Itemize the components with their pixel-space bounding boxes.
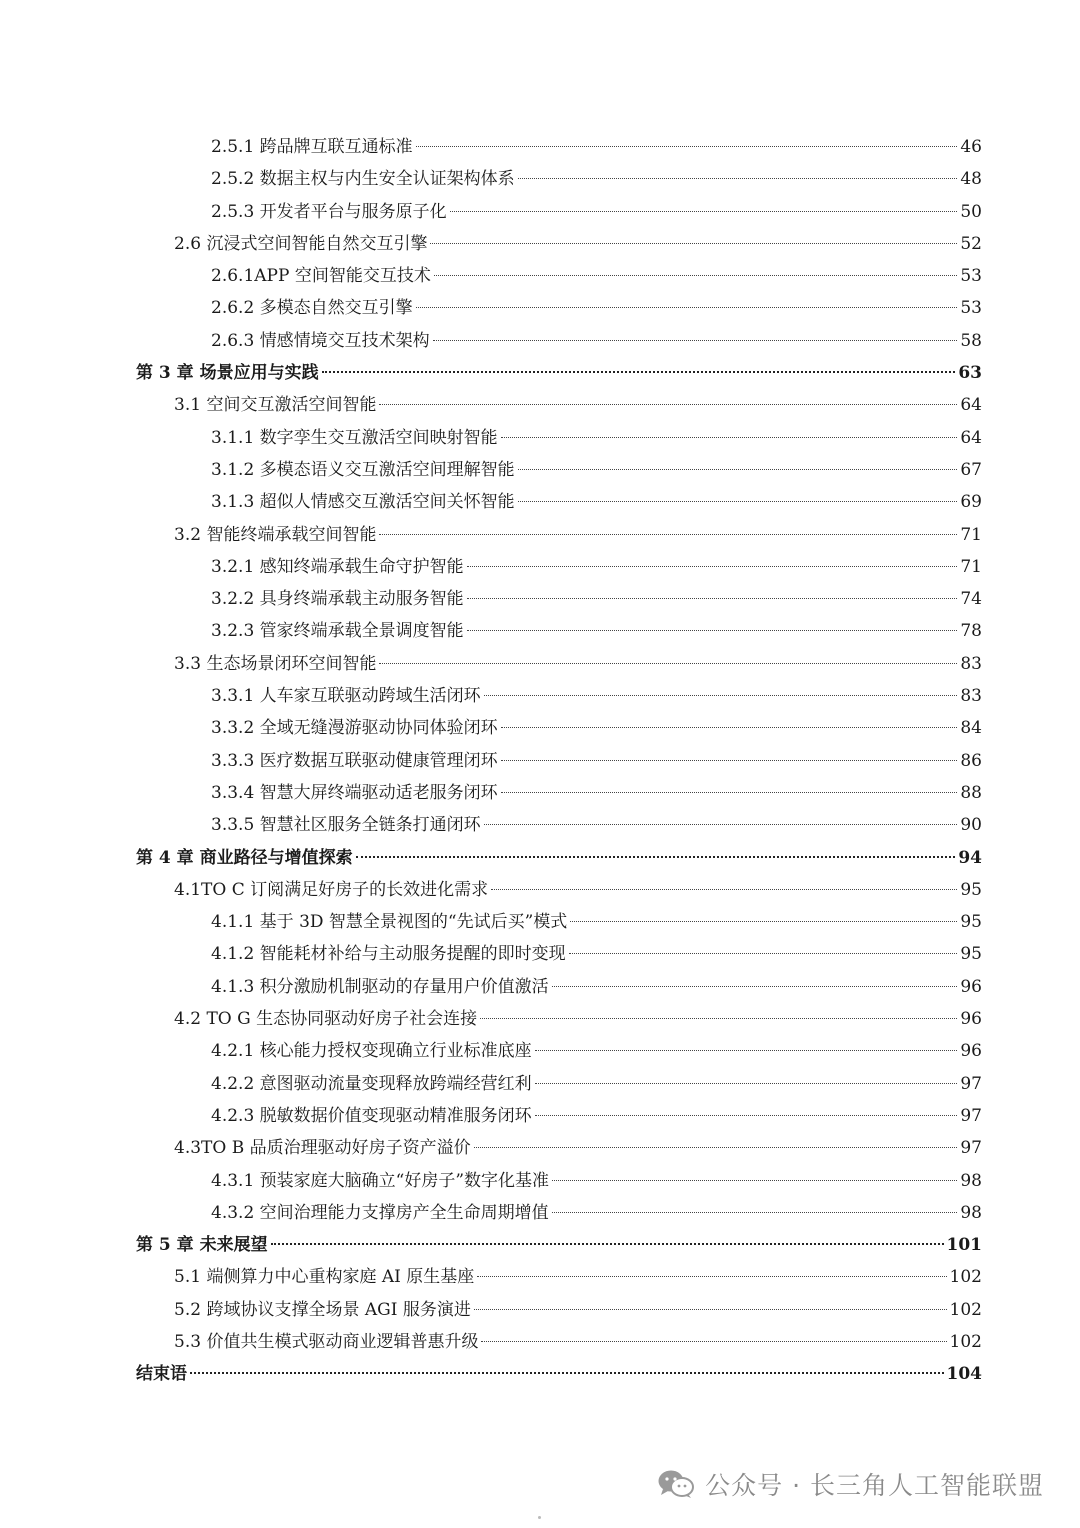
watermark-text: 公众号 · 长三角人工智能联盟 — [705, 1471, 1044, 1500]
toc-entry[interactable] — [136, 1294, 982, 1326]
toc-entry-title: 4.1.3 积分激励机制驱动的存量用户价值激活 — [211, 976, 549, 997]
toc-page-number: 86 — [960, 750, 982, 771]
toc-entry-title: 第 4 章 商业路径与增值探索 — [136, 847, 353, 868]
toc-page-number: 53 — [960, 266, 982, 287]
toc-entry[interactable] — [136, 389, 982, 421]
toc-entry-title: 4.1.2 智能耗材补给与主动服务提醒的即时变现 — [211, 944, 566, 965]
toc-entry-title: 4.3.2 空间治理能力支撑房产全生命周期增值 — [211, 1202, 549, 1223]
toc-page-number: 97 — [960, 1105, 982, 1126]
toc-dot-leader — [416, 307, 958, 308]
toc-entry[interactable] — [136, 745, 982, 777]
page-marker-dot — [538, 1516, 541, 1519]
toc-entry-title: 3.3.4 智慧大屏终端驱动适老服务闭环 — [211, 782, 498, 803]
toc-entry[interactable] — [136, 422, 982, 454]
toc-dot-leader — [518, 469, 958, 470]
toc-entry-title: 第 5 章 未来展望 — [136, 1235, 268, 1256]
toc-entry-title: 2.5.3 开发者平台与服务原子化 — [211, 201, 447, 222]
toc-dot-leader — [379, 404, 957, 405]
toc-entry[interactable] — [136, 196, 982, 228]
toc-entry[interactable] — [136, 260, 982, 292]
toc-entry[interactable] — [136, 1326, 982, 1358]
toc-entry-title: 4.2 TO G 生态协同驱动好房子社会连接 — [174, 1009, 478, 1030]
toc-dot-leader — [501, 727, 958, 728]
toc-entry-title: 3.2.1 感知终端承载生命守护智能 — [211, 556, 464, 577]
toc-entry[interactable] — [136, 1132, 982, 1164]
toc-page-number: 96 — [960, 1041, 982, 1062]
toc-page-number: 83 — [960, 653, 982, 674]
toc-entry[interactable] — [136, 163, 982, 195]
toc-dot-leader — [535, 1115, 958, 1116]
toc-dot-leader — [450, 211, 958, 212]
toc-entry-title: 3.3 生态场景闭环空间智能 — [174, 653, 377, 674]
toc-entry-title: 3.3.5 智慧社区服务全链条打通闭环 — [211, 815, 481, 836]
toc-entry-title: 4.3TO B 品质治理驱动好房子资产溢价 — [174, 1138, 471, 1159]
toc-entry-title: 5.2 跨域协议支撑全场景 AGI 服务演进 — [174, 1299, 471, 1320]
toc-entry-title: 3.2.2 具身终端承载主动服务智能 — [211, 589, 464, 610]
toc-page-number: 83 — [960, 686, 982, 707]
toc-page-number: 50 — [960, 201, 982, 222]
toc-dot-leader — [491, 889, 957, 890]
toc-dot-leader — [484, 695, 958, 696]
toc-entry-title: 4.2.2 意图驱动流量变现释放跨端经营红利 — [211, 1073, 532, 1094]
toc-entry-title: 4.3.1 预装家庭大脑确立“好房子”数字化基准 — [211, 1170, 550, 1191]
toc-page-number: 74 — [960, 589, 982, 610]
toc-dot-leader — [474, 1147, 958, 1148]
toc-page-number: 63 — [958, 363, 982, 384]
toc-entry[interactable] — [136, 519, 982, 551]
table-of-contents — [136, 131, 982, 1391]
toc-page-number: 52 — [960, 233, 982, 254]
toc-page-number: 53 — [960, 298, 982, 319]
toc-entry-title: 3.1.1 数字孪生交互激活空间映射智能 — [211, 427, 498, 448]
toc-entry-title: 2.5.2 数据主权与内生安全认证架构体系 — [211, 169, 515, 190]
toc-entry[interactable] — [136, 874, 982, 906]
toc-entry-title: 3.2 智能终端承载空间智能 — [174, 524, 377, 545]
toc-page-number: 104 — [946, 1364, 982, 1385]
toc-entry-title: 3.1.3 超似人情感交互激活空间关怀智能 — [211, 492, 515, 513]
toc-dot-leader — [518, 178, 958, 179]
toc-entry-title: 3.1 空间交互激活空间智能 — [174, 395, 377, 416]
toc-page-number: 90 — [960, 815, 982, 836]
toc-entry[interactable] — [136, 1165, 982, 1197]
toc-page-number: 96 — [960, 976, 982, 997]
toc-page-number: 78 — [960, 621, 982, 642]
toc-dot-leader — [474, 1309, 947, 1310]
toc-dot-leader — [379, 663, 957, 664]
toc-entry[interactable] — [136, 648, 982, 680]
toc-entry-title: 3.1.2 多模态语义交互激活空间理解智能 — [211, 459, 515, 480]
toc-dot-leader — [552, 986, 958, 987]
toc-entry-title: 3.2.3 管家终端承载全景调度智能 — [211, 621, 464, 642]
toc-page-number: 97 — [960, 1073, 982, 1094]
toc-entry[interactable] — [136, 325, 982, 357]
toc-entry-title: 2.6.2 多模态自然交互引擎 — [211, 298, 413, 319]
toc-entry[interactable] — [136, 357, 982, 389]
toc-page-number: 46 — [960, 137, 982, 157]
toc-entry[interactable] — [136, 906, 982, 938]
toc-entry[interactable] — [136, 777, 982, 809]
toc-page-number: 102 — [949, 1267, 982, 1288]
toc-entry-title: 2.6.3 情感情境交互技术架构 — [211, 330, 430, 351]
toc-dot-leader — [433, 340, 958, 341]
toc-dot-leader — [477, 1276, 946, 1277]
toc-page-number: 96 — [960, 1009, 982, 1030]
toc-entry[interactable] — [136, 292, 982, 324]
toc-dot-leader — [569, 953, 958, 954]
toc-entry[interactable] — [136, 1229, 982, 1261]
toc-entry-title: 3.3.1 人车家互联驱动跨域生活闭环 — [211, 686, 481, 707]
toc-page-number: 97 — [960, 1138, 982, 1159]
toc-page-number: 102 — [949, 1299, 982, 1320]
toc-entry-title: 第 3 章 场景应用与实践 — [136, 363, 319, 384]
toc-page-number: 67 — [960, 459, 982, 480]
toc-entry[interactable] — [136, 1003, 982, 1035]
toc-entry[interactable] — [136, 615, 982, 647]
toc-entry[interactable] — [136, 971, 982, 1003]
toc-dot-leader — [535, 1083, 958, 1084]
toc-page-number: 71 — [960, 524, 982, 545]
toc-entry[interactable] — [136, 583, 982, 615]
toc-dot-leader — [467, 598, 958, 599]
toc-entry[interactable] — [136, 1100, 982, 1132]
toc-entry[interactable] — [136, 938, 982, 970]
toc-dot-leader — [501, 437, 958, 438]
toc-entry[interactable] — [136, 842, 982, 874]
toc-page-number: 69 — [960, 492, 982, 513]
toc-entry[interactable] — [136, 454, 982, 486]
toc-page-number: 95 — [960, 944, 982, 965]
toc-page-number: 95 — [960, 879, 982, 900]
toc-entry[interactable] — [136, 228, 982, 260]
toc-entry[interactable] — [136, 680, 982, 712]
toc-dot-leader — [535, 1050, 958, 1051]
toc-dot-leader — [430, 243, 957, 244]
toc-entry-title: 3.3.3 医疗数据互联驱动健康管理闭环 — [211, 750, 498, 771]
toc-page-number: 98 — [960, 1202, 982, 1223]
toc-page-number: 88 — [960, 782, 982, 803]
toc-page-number: 95 — [960, 912, 982, 933]
toc-entry[interactable] — [136, 712, 982, 744]
toc-dot-leader — [481, 1341, 946, 1342]
toc-entry-title: 5.3 价值共生模式驱动商业逻辑普惠升级 — [174, 1331, 479, 1352]
toc-entry-title: 4.2.3 脱敏数据价值变现驱动精准服务闭环 — [211, 1105, 532, 1126]
toc-page-number: 48 — [960, 169, 982, 190]
toc-dot-leader — [434, 275, 958, 276]
toc-page-number: 101 — [946, 1235, 982, 1256]
toc-dot-leader — [416, 146, 958, 147]
toc-dot-leader — [356, 856, 956, 858]
wechat-icon — [657, 1468, 695, 1500]
toc-entry-title: 2.6 沉浸式空间智能自然交互引擎 — [174, 233, 428, 254]
toc-dot-leader — [552, 1180, 957, 1181]
toc-dot-leader — [271, 1243, 944, 1245]
toc-dot-leader — [501, 760, 958, 761]
toc-entry[interactable] — [136, 1358, 982, 1390]
toc-dot-leader — [467, 630, 958, 631]
toc-dot-leader — [480, 1018, 957, 1019]
toc-entry-title: 4.1TO C 订阅满足好房子的长效进化需求 — [174, 879, 489, 900]
toc-dot-leader — [570, 921, 957, 922]
toc-dot-leader — [518, 501, 958, 502]
toc-entry[interactable] — [136, 1261, 982, 1293]
toc-entry-title: 4.2.1 核心能力授权变现确立行业标准底座 — [211, 1041, 532, 1062]
toc-dot-leader — [501, 792, 958, 793]
toc-entry-title: 4.1.1 基于 3D 智慧全景视图的“先试后买”模式 — [211, 912, 568, 933]
toc-dot-leader — [484, 824, 958, 825]
toc-page-number: 84 — [960, 718, 982, 739]
watermark — [657, 1466, 1044, 1502]
toc-entry-title: 5.1 端侧算力中心重构家庭 AI 原生基座 — [174, 1267, 475, 1288]
toc-entry[interactable] — [136, 551, 982, 583]
toc-entry-title: 2.5.1 跨品牌互联互通标准 — [211, 137, 413, 157]
toc-entry-title: 3.3.2 全域无缝漫游驱动协同体验闭环 — [211, 718, 498, 739]
toc-page-number: 64 — [960, 395, 982, 416]
toc-page-number: 71 — [960, 556, 982, 577]
toc-dot-leader — [190, 1372, 944, 1374]
toc-dot-leader — [322, 371, 956, 373]
toc-entry[interactable] — [136, 131, 982, 163]
toc-dot-leader — [379, 534, 957, 535]
toc-entry[interactable] — [136, 809, 982, 841]
toc-entry-title: 2.6.1APP 空间智能交互技术 — [211, 266, 431, 287]
toc-entry[interactable] — [136, 1197, 982, 1229]
toc-entry[interactable] — [136, 1068, 982, 1100]
toc-dot-leader — [552, 1212, 958, 1213]
toc-entry[interactable] — [136, 486, 982, 518]
toc-page-number: 94 — [958, 847, 982, 868]
toc-entry-title: 结束语 — [136, 1364, 187, 1385]
toc-entry[interactable] — [136, 1035, 982, 1067]
toc-page-number: 58 — [960, 330, 982, 351]
toc-page-number: 64 — [960, 427, 982, 448]
toc-dot-leader — [467, 566, 958, 567]
toc-page-number: 98 — [960, 1170, 982, 1191]
toc-page-number: 102 — [949, 1331, 982, 1352]
